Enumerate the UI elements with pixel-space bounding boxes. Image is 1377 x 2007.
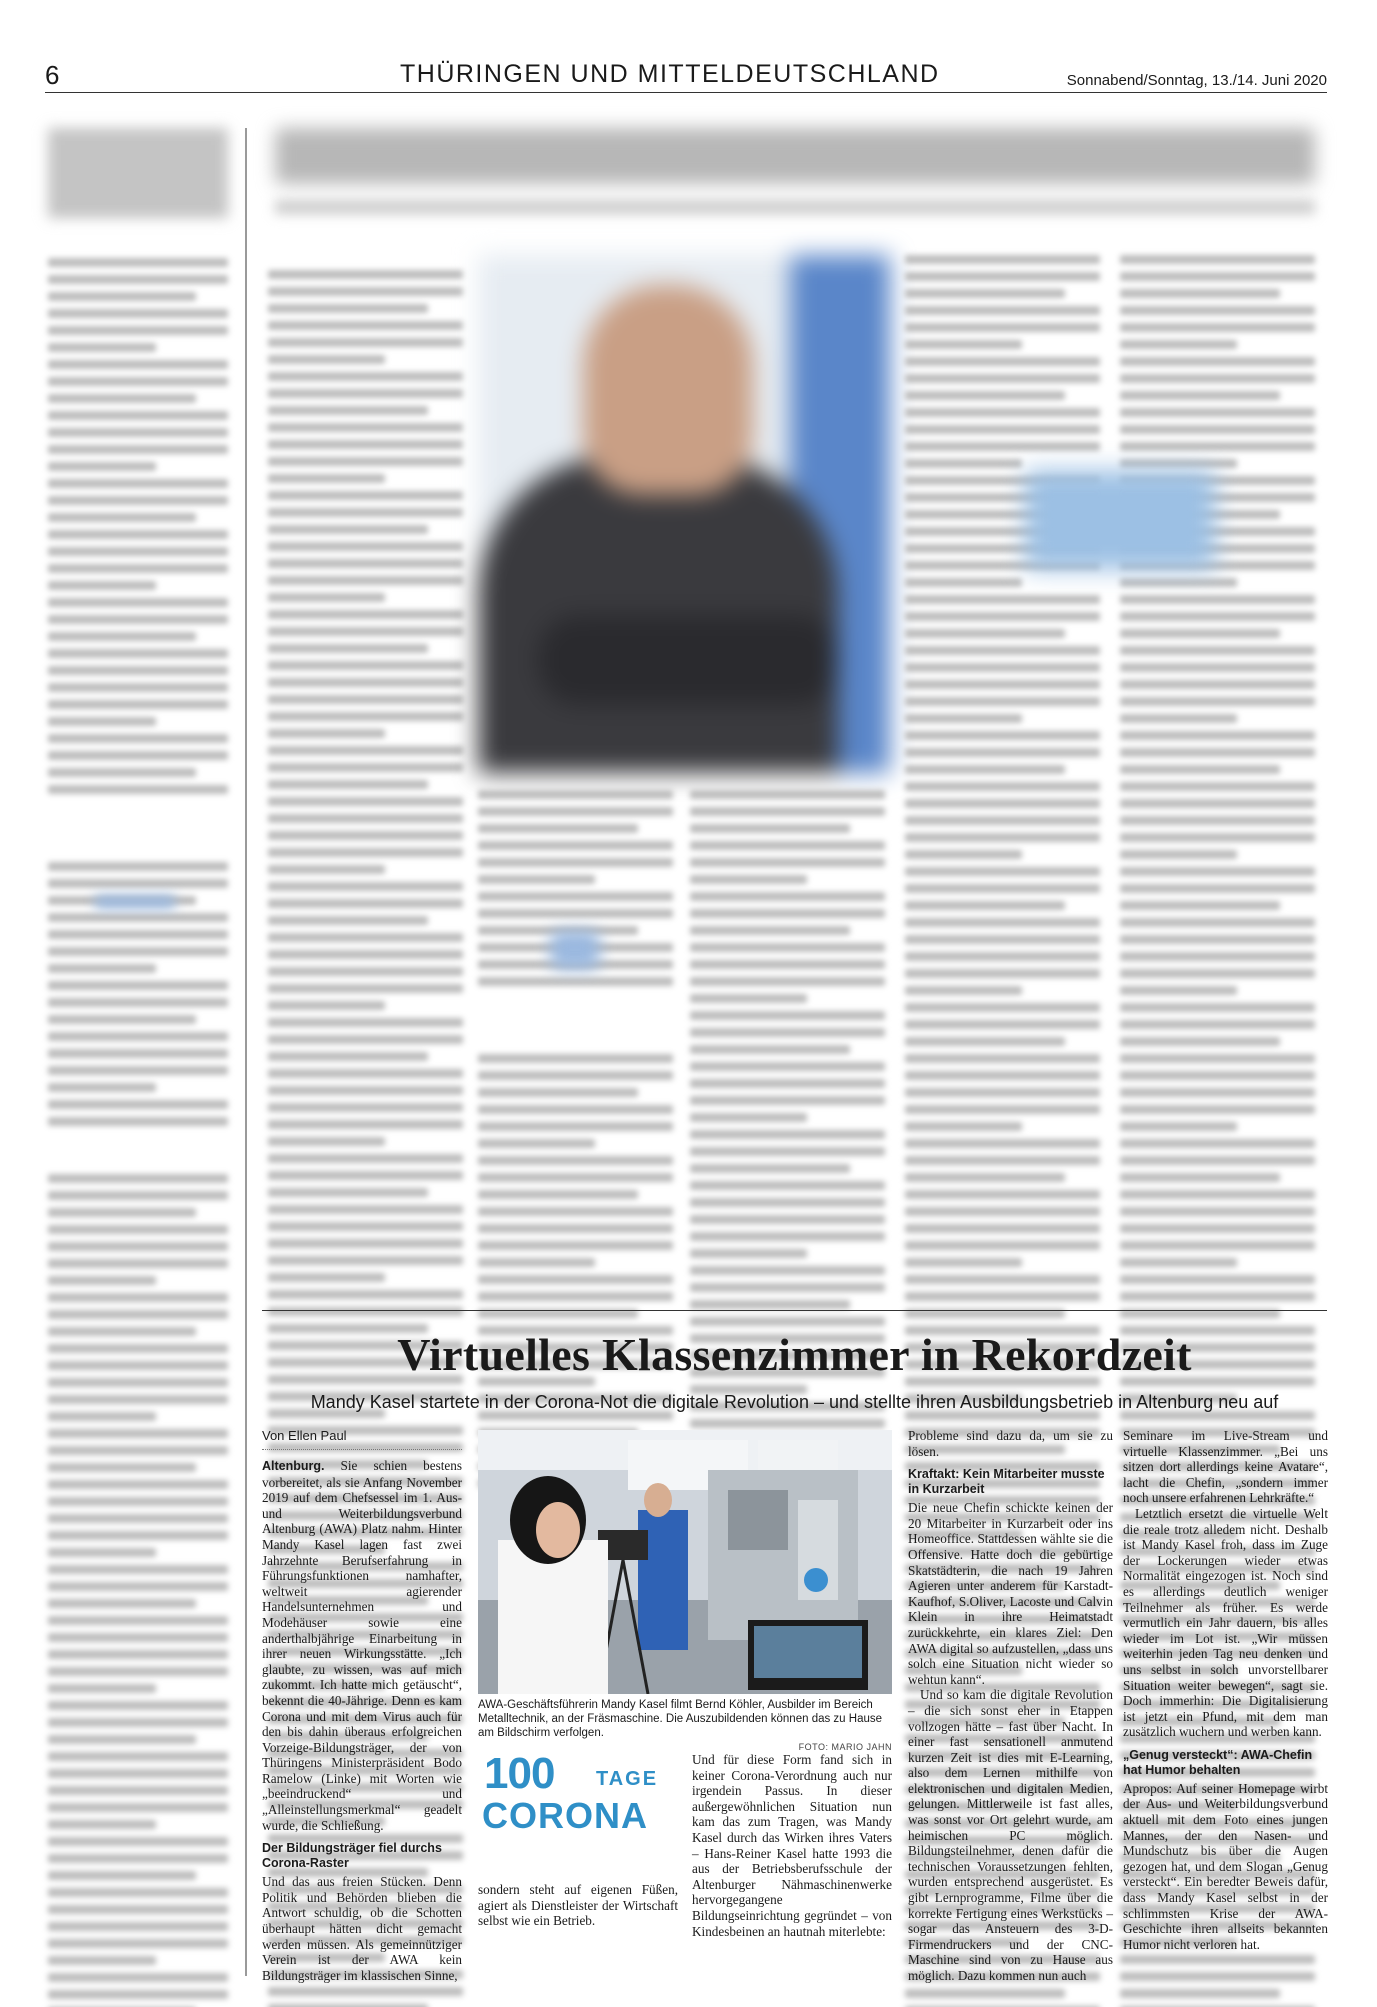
paragraph: sondern steht auf eigenen Füßen, agiert als Dienstleister der Wirtschaft selbst wie ein Betrieb. (478, 1882, 678, 1929)
blurred-subheadline (275, 200, 1315, 214)
article-column-2 (478, 1882, 678, 1929)
paragraph: Letztlich ersetzt die virtuelle Welt die reale trotz alledem nicht. Deshalb ist Mandy Kasel froh, dass im Zuge der Lockerungen wieder etwas Normalität eingezogen ist. Noch sind es allerdings deutlich weniger Teilnehmer als früher. Es werde vermutlich ein Jahr dauern, bis alles wieder im Lot ist. „Wir müssen weiterhin jeden Tag neu denken und uns selbst in solch unvorstellbarer Situation weiter bewegen“, sagt sie. Doch immerhin: Die Digitalisierung ist jetzt ein Pfund, mit dem man zusätzlich wuchern und werben kann. (1123, 1505, 1328, 1740)
dateline: Altenburg. (262, 1459, 325, 1473)
article-column-1 (262, 1428, 462, 1983)
blurred-portrait-photo (478, 255, 890, 773)
column-separator (245, 128, 247, 1976)
blurred-column-3-lower (478, 790, 673, 1496)
photo-credit: FOTO: MARIO JAHN (798, 1742, 892, 1752)
issue-date: Sonnabend/Sonntag, 13./14. Juni 2020 (1066, 72, 1327, 89)
article-title: Virtuelles Klassenzimmer in Rekordzeit (397, 1329, 1192, 1380)
blurred-info-box (1025, 470, 1215, 570)
article-rule (262, 1310, 1327, 1311)
paragraph: Und so kam die digitale Revolution – die sich sonst eher in Etappen vollzogen hätte – fast über Nacht. In einer fast sensationell anmutend kurzen Zeit ist dies mit E-Learning, also dem Lernen mithilfe von elektronischen und digitalen Medien, gelungen. Mittlerweile ist fast alles, was sonst vor Ort gelehrt wurde, am heimischen PC möglich. Bildungsteilnehmer, denen dafür die technischen Voraussetzungen fehlten, wurden entsprechend ausgerüstet. Es gibt Lernprogramme, Filme über die korrekte Fertigung eines Werkstücks – sogar das Ansteuern des 3-D-Firmendruckers und der CNC-Maschine sind von zu Hause aus möglich. Dazu kommen nun auch (908, 1687, 1113, 1983)
logo-corona: CORONA (482, 1795, 648, 1836)
paragraph: Die neue Chefin schickte keinen der 20 Mitarbeiter in Kurzarbeit oder ins Homeoffice. Stattdessen wählte sie die Offensive. Hatte doch die gebürtige Skatstädterin, die nach 19 Jahren Agieren unter anderem für Karstadt-Kaufhof, S.Oliver, Lacoste und Calvin Klein in ihre Heimatstadt zurückkehrte, ein klares Ziel: Den AWA digital so aufzustellen, „dass uns solch eine Situation nicht wieder so wehtun kann“. (908, 1500, 1113, 1687)
photo-caption: AWA-Geschäftsführerin Mandy Kasel filmt Bernd Köhler, Ausbilder im Bereich Metalltechnik, an der Fräsmaschine. Die Auszubildenden können das zu Hause am Bildschirm verfolgen. FOTO: MARIO JAHN (478, 1699, 892, 1752)
paragraph: Probleme sind dazu da, um sie zu lösen. (908, 1428, 1113, 1459)
header-rule (45, 92, 1327, 93)
logo-tage: TAGE (596, 1768, 659, 1790)
paragraph: Altenburg. Sie schien bestens vorbereitet, als sie Anfang November 2019 auf dem Chefsessel im 1. Aus- und Weiterbildungsverbund Altenburg (AWA) Platz nahm. Hinter Mandy Kasel lagen fast zwei Jahrzehnte Berufserfahrung in Führungsfunktionen namhafter, weltweit agierender Handelsunternehmen und Modehäuser sowie eine anderthalbjährige Einarbeitung in ihrer neuen Wirkungsstätte. „Ich glaubte, zu wissen, was auf mich zukommt. Ich hatte mich getäuscht“, bekennt die 40-Jährige. Denn es kam Corona und mit dem Virus auch für den bis dahin überaus erfolgreichen Vorzeige-Bildungsträger, der von Thüringens Ministerpräsident Bodo Ramelow (Linke) mit Worten wie „beeindruckend“ und „Alleinstellungsmerkmal“ geadelt wurde, die Schließung. (262, 1458, 462, 1833)
paragraph: Und das aus freien Stücken. Denn Politik und Behörden blieben die Antwort schuldig, ob die Schotten überhaupt hätten dicht gemacht werden müssen. Als gemeinnütziger Verein ist der AWA kein Bildungsträger im klassischen Sinne, (262, 1874, 462, 1983)
subheading: Der Bildungsträger fiel durchs Corona-Raster (262, 1841, 442, 1871)
blurred-left-column (48, 128, 228, 2007)
paragraph: Apropos: Auf seiner Homepage wirbt der Aus- und Weiterbildungsverbund aktuell mit dem Foto eines jungen Mannes, der den Nasen- und Mundschutz bis über die Augen gezogen hat, und dem Slogan „Genug versteckt“. Ein beredter Beweis dafür, dass Mandy Kasel selbst in der schlimmsten Krise der AWA-Geschichte ihren allseits bekannten Humor nicht verloren hat. (1123, 1780, 1328, 1952)
page-number: 6 (45, 60, 60, 90)
paragraph: Und für diese Form fand sich in keiner Corona-Verordnung auch nur irgendein Passus. In dieser außergewöhnlichen Situation nun kam das zum Tragen, was Mandy Kasel durch das Wirken ihres Vaters – Hans-Reiner Kasel hatte 1993 die aus der Betriebsberufsschule der Altenburger Nähmaschinenwerke hervorgegangene Bildungseinrichtung gegründet – von Kindesbeinen an hautnah miterlebte: (692, 1752, 892, 1939)
blurred-graphic (550, 930, 600, 970)
100-tage-corona-logo (478, 1749, 678, 1862)
subheading: Kraftakt: Kein Mitarbeiter musste in Kurzarbeit (908, 1467, 1105, 1497)
article-column-3 (692, 1752, 892, 1939)
article-photo (478, 1430, 892, 1694)
logo-number: 100 (484, 1749, 555, 1798)
article-column-5 (1123, 1428, 1328, 1952)
byline: Von Ellen Paul (262, 1428, 462, 1450)
blurred-headline (275, 128, 1315, 184)
article-column-4 (908, 1428, 1113, 1984)
paragraph: Seminare im Live-Stream und virtuelle Klassenzimmer. „Bei uns sitzen dort allerdings keine Avatare“, lacht die Chefin, „sondern immer noch unsere erfahrenen Lehrkräfte.“ (1123, 1428, 1328, 1506)
section-title: THÜRINGEN UND MITTELDEUTSCHLAND (400, 60, 940, 88)
subheading: „Genug versteckt“: AWA-Chefin hat Humor behalten (1123, 1747, 1313, 1777)
article-subtitle: Mandy Kasel startete in der Corona-Not die digitale Revolution – und stellte ihren Ausbildungsbetrieb in Altenburg neu auf (310, 1392, 1279, 1412)
blurred-label (95, 895, 175, 909)
